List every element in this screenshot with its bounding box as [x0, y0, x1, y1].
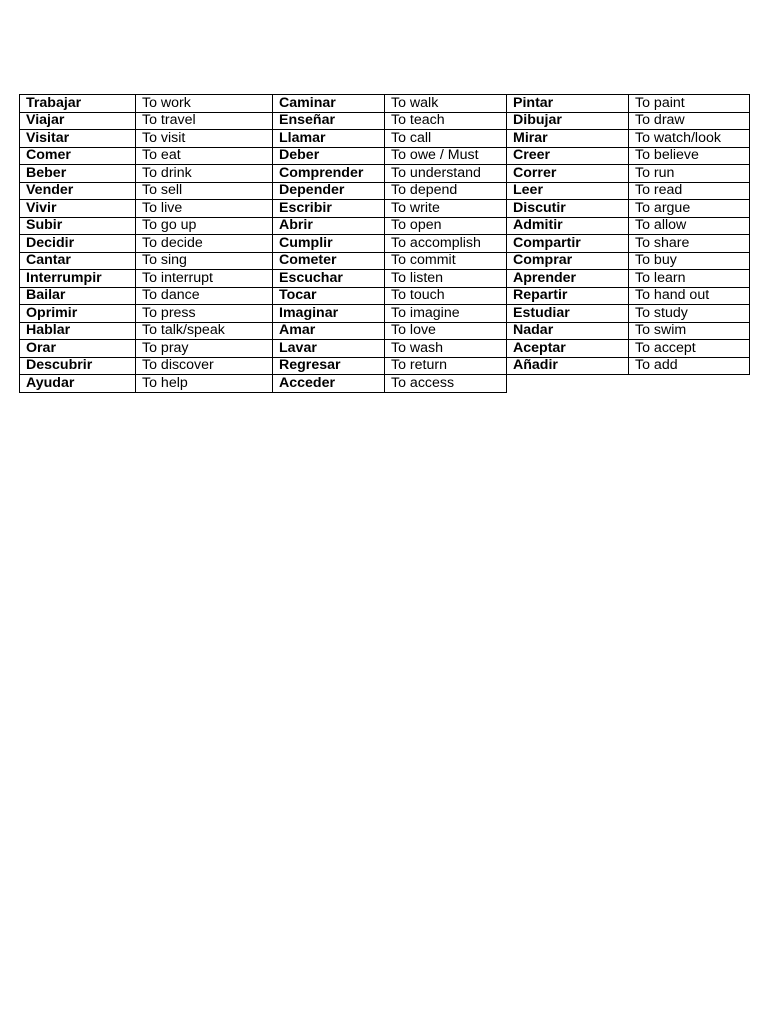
vocabulary-table [19, 94, 750, 393]
english-translation: To draw [629, 112, 750, 130]
english-translation: To listen [385, 270, 507, 288]
spanish-verb: Estudiar [507, 305, 629, 323]
english-translation: To share [629, 235, 750, 253]
english-translation: To return [385, 357, 507, 375]
english-translation: To love [385, 322, 507, 340]
spanish-verb: Vender [20, 182, 136, 200]
spanish-verb: Oprimir [20, 305, 136, 323]
spanish-verb: Vivir [20, 200, 136, 218]
spanish-verb: Cumplir [273, 235, 385, 253]
spanish-verb: Tocar [273, 287, 385, 305]
table-row [20, 147, 750, 165]
spanish-verb: Nadar [507, 322, 629, 340]
english-translation: To sing [136, 252, 273, 270]
table-row [20, 340, 750, 358]
table-row [20, 165, 750, 183]
table-row [20, 217, 750, 235]
english-translation: To discover [136, 357, 273, 375]
spanish-verb: Pintar [507, 95, 629, 113]
table-row [20, 322, 750, 340]
spanish-verb: Enseñar [273, 112, 385, 130]
spanish-verb: Ayudar [20, 375, 136, 393]
spanish-verb: Acceder [273, 375, 385, 393]
table-row [20, 375, 750, 393]
spanish-verb: Escuchar [273, 270, 385, 288]
table-row [20, 305, 750, 323]
empty-cell [507, 375, 750, 393]
english-translation: To pray [136, 340, 273, 358]
spanish-verb: Aprender [507, 270, 629, 288]
spanish-verb: Cometer [273, 252, 385, 270]
english-translation: To commit [385, 252, 507, 270]
english-translation: To wash [385, 340, 507, 358]
spanish-verb: Bailar [20, 287, 136, 305]
table-row [20, 130, 750, 148]
english-translation: To paint [629, 95, 750, 113]
english-translation: To travel [136, 112, 273, 130]
spanish-verb: Beber [20, 165, 136, 183]
spanish-verb: Hablar [20, 322, 136, 340]
english-translation: To argue [629, 200, 750, 218]
spanish-verb: Aceptar [507, 340, 629, 358]
spanish-verb: Decidir [20, 235, 136, 253]
english-translation: To accept [629, 340, 750, 358]
spanish-verb: Añadir [507, 357, 629, 375]
table-row [20, 252, 750, 270]
spanish-verb: Dibujar [507, 112, 629, 130]
spanish-verb: Comprender [273, 165, 385, 183]
english-translation: To open [385, 217, 507, 235]
spanish-verb: Regresar [273, 357, 385, 375]
spanish-verb: Descubrir [20, 357, 136, 375]
spanish-verb: Visitar [20, 130, 136, 148]
english-translation: To imagine [385, 305, 507, 323]
english-translation: To decide [136, 235, 273, 253]
spanish-verb: Discutir [507, 200, 629, 218]
spanish-verb: Correr [507, 165, 629, 183]
english-translation: To walk [385, 95, 507, 113]
english-translation: To eat [136, 147, 273, 165]
spanish-verb: Repartir [507, 287, 629, 305]
english-translation: To understand [385, 165, 507, 183]
english-translation: To dance [136, 287, 273, 305]
spanish-verb: Depender [273, 182, 385, 200]
english-translation: To sell [136, 182, 273, 200]
spanish-verb: Admitir [507, 217, 629, 235]
english-translation: To touch [385, 287, 507, 305]
english-translation: To help [136, 375, 273, 393]
spanish-verb: Leer [507, 182, 629, 200]
spanish-verb: Orar [20, 340, 136, 358]
spanish-verb: Subir [20, 217, 136, 235]
table-row [20, 287, 750, 305]
english-translation: To access [385, 375, 507, 393]
english-translation: To visit [136, 130, 273, 148]
table-row [20, 95, 750, 113]
spanish-verb: Caminar [273, 95, 385, 113]
english-translation: To talk/speak [136, 322, 273, 340]
english-translation: To believe [629, 147, 750, 165]
spanish-verb: Lavar [273, 340, 385, 358]
table-row [20, 270, 750, 288]
english-translation: To live [136, 200, 273, 218]
english-translation: To swim [629, 322, 750, 340]
english-translation: To buy [629, 252, 750, 270]
spanish-verb: Mirar [507, 130, 629, 148]
spanish-verb: Trabajar [20, 95, 136, 113]
spanish-verb: Deber [273, 147, 385, 165]
english-translation: To learn [629, 270, 750, 288]
english-translation: To allow [629, 217, 750, 235]
english-translation: To accomplish [385, 235, 507, 253]
table-row [20, 182, 750, 200]
spanish-verb: Compartir [507, 235, 629, 253]
spanish-verb: Interrumpir [20, 270, 136, 288]
spanish-verb: Escribir [273, 200, 385, 218]
spanish-verb: Viajar [20, 112, 136, 130]
spanish-verb: Imaginar [273, 305, 385, 323]
spanish-verb: Abrir [273, 217, 385, 235]
english-translation: To teach [385, 112, 507, 130]
english-translation: To press [136, 305, 273, 323]
spanish-verb: Comer [20, 147, 136, 165]
english-translation: To drink [136, 165, 273, 183]
spanish-verb: Cantar [20, 252, 136, 270]
english-translation: To read [629, 182, 750, 200]
english-translation: To go up [136, 217, 273, 235]
table-row [20, 357, 750, 375]
english-translation: To interrupt [136, 270, 273, 288]
english-translation: To work [136, 95, 273, 113]
table-row [20, 112, 750, 130]
table-row [20, 200, 750, 218]
english-translation: To add [629, 357, 750, 375]
spanish-verb: Amar [273, 322, 385, 340]
vocabulary-table-body [20, 95, 750, 393]
spanish-verb: Creer [507, 147, 629, 165]
english-translation: To write [385, 200, 507, 218]
english-translation: To study [629, 305, 750, 323]
table-row [20, 235, 750, 253]
english-translation: To hand out [629, 287, 750, 305]
spanish-verb: Llamar [273, 130, 385, 148]
english-translation: To owe / Must [385, 147, 507, 165]
english-translation: To watch/look [629, 130, 750, 148]
english-translation: To depend [385, 182, 507, 200]
english-translation: To run [629, 165, 750, 183]
spanish-verb: Comprar [507, 252, 629, 270]
english-translation: To call [385, 130, 507, 148]
